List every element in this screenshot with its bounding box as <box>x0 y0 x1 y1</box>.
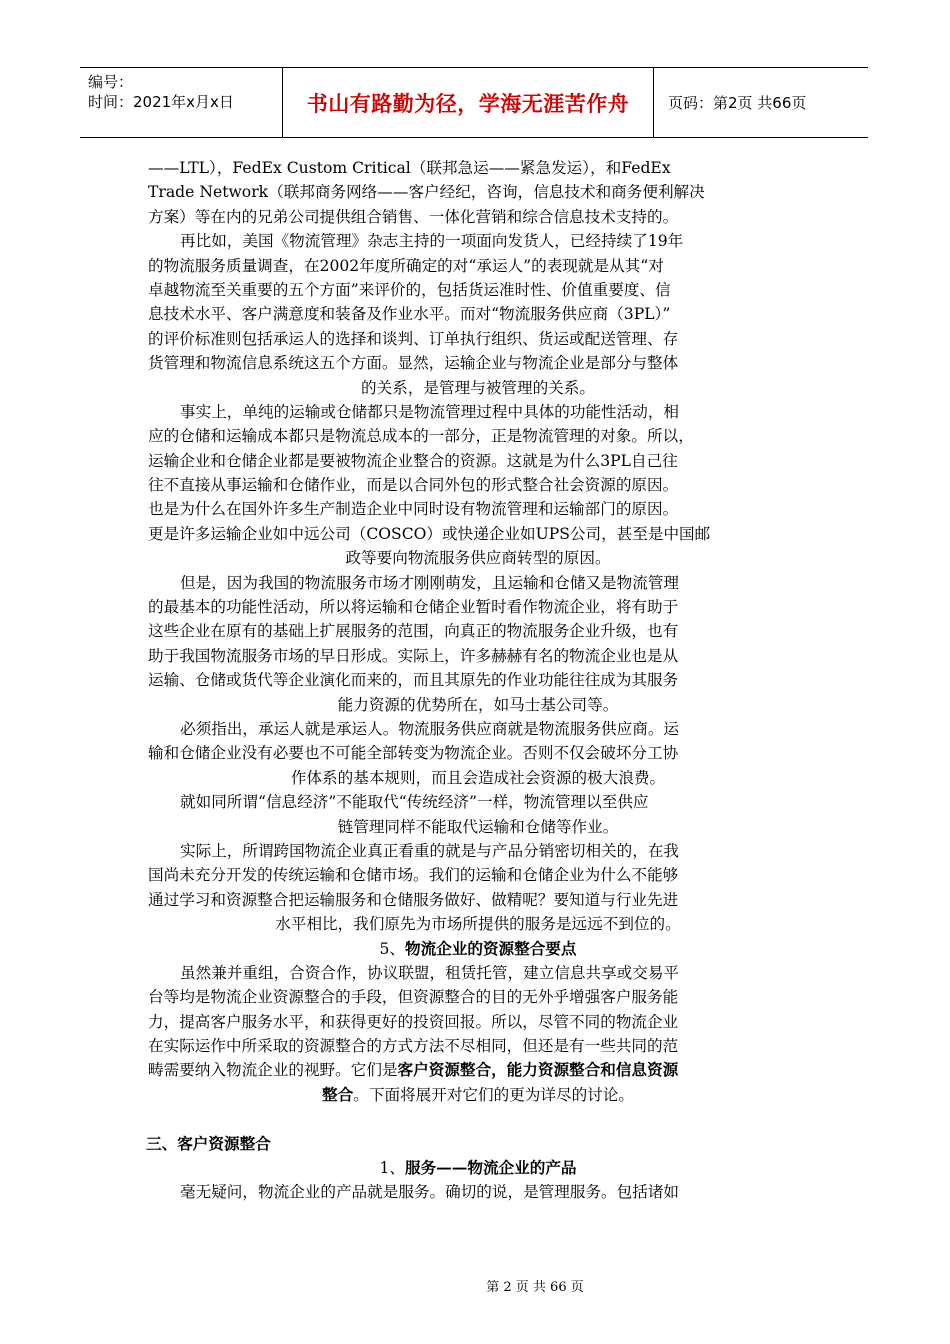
text-span: 虽然兼并重组，合资合作，协议联盟，租赁托管，建立信息共享或交易平 <box>180 963 680 982</box>
text-span: 的物流服务质量调查，在2002年度所确定的对“承运人”的表现就是从其“对 <box>148 256 664 275</box>
text-span: 通过学习和资源整合把运输服务和仓储服务做好、做精呢？要知道与行业先进 <box>148 890 679 909</box>
text-line <box>148 693 808 717</box>
text-line <box>148 156 808 180</box>
text-span: 运输、仓储或货代等企业演化而来的，而且其原先的作业功能往往成为其服务 <box>148 671 679 690</box>
section-heading-number: 5、 <box>379 939 405 958</box>
text-line <box>148 961 808 985</box>
page-footer: 第 2 页 共 66 页 <box>486 1280 584 1295</box>
text-span: 事实上，单纯的运输或仓储都只是物流管理过程中具体的功能性活动，相 <box>180 402 680 421</box>
text-line <box>148 400 808 424</box>
text-line <box>148 254 808 278</box>
text-line <box>148 1010 808 1034</box>
text-span: ——LTL），FedEx Custom Critical（联邦急运——紧急发运），和FedEx <box>148 159 671 177</box>
text-span: 台等均是物流企业资源整合的手段，但资源整合的目的无外乎增强客户服务能 <box>148 988 679 1007</box>
text-line <box>148 497 808 521</box>
header-page-number: 页码：第2页 共66页 <box>668 94 807 112</box>
header-meta-cell <box>80 68 283 137</box>
text-line <box>148 302 808 326</box>
document-body <box>148 156 808 1205</box>
page-header <box>80 67 868 138</box>
text-span: 卓越物流至关重要的五个方面”来评价的，包括货运准时性、价值重要度、信 <box>148 280 671 299</box>
text-span: Trade Network（联邦商务网络——客户经纪，咨询，信息技术和商务便利解决 <box>148 183 705 202</box>
text-span: 息技术水平、客户满意度和装备及作业水平。而对“物流服务供应商（3PL）” <box>148 305 671 324</box>
text-span: 政等要向物流服务供应商转型的原因。 <box>345 549 611 568</box>
text-line <box>148 815 808 839</box>
text-line <box>148 790 808 814</box>
section-heading <box>148 937 808 961</box>
text-span: 但是，因为我国的物流服务市场才刚刚萌发，且运输和仓储又是物流管理 <box>180 573 680 592</box>
text-line <box>148 1034 808 1058</box>
text-line <box>148 912 808 936</box>
text-span: 必须指出，承运人就是承运人。物流服务供应商就是物流服务供应商。运 <box>180 719 680 738</box>
text-span: 在实际运作中所采取的资源整合的方式方法不尽相同，但还是有一些共同的范 <box>148 1037 679 1056</box>
text-line <box>148 351 808 375</box>
chapter-heading-text: 三、客户资源整合 <box>146 1133 271 1153</box>
text-line <box>148 741 808 765</box>
text-span: 助于我国物流服务市场的早日形成。实际上，许多赫赫有名的物流企业也是从 <box>148 646 679 665</box>
text-span: 输和仓储企业没有必要也不可能全部转变为物流企业。否则不仅会破坏分工协 <box>148 744 679 763</box>
text-line <box>148 668 808 692</box>
text-line <box>148 619 808 643</box>
text-span: 货管理和物流信息系统这五个方面。显然，运输企业与物流企业是部分与整体 <box>148 354 679 373</box>
subsection-heading-text: 服务——物流企业的产品 <box>404 1158 577 1178</box>
text-line <box>148 1083 808 1107</box>
text-line <box>148 839 808 863</box>
text-line <box>148 888 808 912</box>
text-line <box>148 205 808 229</box>
text-span: 的关系，是管理与被管理的关系。 <box>361 378 595 397</box>
text-span: 水平相比，我们原先为市场所提供的服务是远远不到位的。 <box>275 915 681 934</box>
text-span: 能力资源的优势所在，如马士基公司等。 <box>337 695 619 714</box>
text-span: 毫无疑问，物流企业的产品就是服务。确切的说，是管理服务。包括诸如 <box>180 1183 680 1202</box>
text-span: 的评价标准则包括承运人的选择和谈判、订单执行组织、货运或配送管理、存 <box>148 329 679 348</box>
text-span: 畴需要纳入物流企业的视野。它们是 <box>148 1061 398 1080</box>
text-span: 的最基本的功能性活动，所以将运输和仓储企业暂时看作物流企业，将有助于 <box>148 598 679 617</box>
text-span: 实际上，所谓跨国物流企业真正看重的就是与产品分销密切相关的，在我 <box>180 841 680 860</box>
text-span: 更是许多运输企业如中远公司（COSCO）或快递企业如UPS公司，甚至是中国邮 <box>148 524 711 543</box>
bold-text-span: 客户资源整合，能力资源整合和信息资源 <box>397 1060 679 1080</box>
text-line <box>148 717 808 741</box>
text-span: 应的仓储和运输成本都只是物流总成本的一部分，正是物流管理的对象。所以， <box>148 427 694 446</box>
text-line <box>148 424 808 448</box>
text-line <box>148 449 808 473</box>
text-span: 作体系的基本规则，而且会造成社会资源的极大浪费。 <box>290 768 666 787</box>
text-line <box>148 595 808 619</box>
text-line <box>148 327 808 351</box>
text-line <box>148 376 808 400</box>
text-line <box>148 546 808 570</box>
text-line <box>148 985 808 1009</box>
text-line <box>148 473 808 497</box>
text-line <box>148 1058 808 1082</box>
text-line <box>148 644 808 668</box>
text-span: 运输企业和仓储企业都是要被物流企业整合的资源。这就是为什么3PL自己往 <box>148 451 678 470</box>
text-span: 就如同所谓“信息经济”不能取代“传统经济”一样，物流管理以至供应 <box>180 793 649 812</box>
text-span: 往不直接从事运输和仓储作业，而是以合同外包的形式整合社会资源的原因。 <box>148 476 679 495</box>
text-span: 国尚未充分开发的传统运输和仓储市场。我们的运输和仓储企业为什么不能够 <box>148 866 679 885</box>
text-line <box>148 766 808 790</box>
subsection-heading-number: 1、 <box>379 1159 405 1178</box>
bold-text-span: 整合 <box>322 1084 354 1104</box>
text-line <box>148 229 808 253</box>
text-line <box>148 863 808 887</box>
section-heading-text: 物流企业的资源整合要点 <box>404 938 577 958</box>
text-line <box>148 522 808 546</box>
subsection-heading <box>148 1156 808 1180</box>
text-span: 。下面将展开对它们的更为详尽的讨论。 <box>353 1085 634 1104</box>
text-line <box>148 571 808 595</box>
text-span: 方案）等在内的兄弟公司提供组合销售、一体化营销和综合信息技术支持的。 <box>148 207 679 226</box>
text-span: 这些企业在原有的基础上扩展服务的范围，向真正的物流服务企业升级，也有 <box>148 622 679 641</box>
text-line <box>148 1180 808 1204</box>
header-motto: 书山有路勤为径，学海无涯苦作舟 <box>283 68 654 137</box>
text-line <box>148 278 808 302</box>
document-number-label: 编号： <box>88 73 134 91</box>
chapter-heading <box>146 1132 808 1156</box>
text-line <box>148 180 808 204</box>
blank-line <box>148 1107 808 1131</box>
text-span: 力，提高客户服务水平，和获得更好的投资回报。所以，尽管不同的物流企业 <box>148 1012 679 1031</box>
text-span: 链管理同样不能取代运输和仓储等作业。 <box>337 817 619 836</box>
document-date-label: 时间：2021年x月x日 <box>88 93 234 111</box>
text-span: 再比如，美国《物流管理》杂志主持的一项面向发货人，已经持续了19年 <box>180 232 684 251</box>
text-span: 也是为什么在国外许多生产制造企业中同时设有物流管理和运输部门的原因。 <box>148 500 679 519</box>
